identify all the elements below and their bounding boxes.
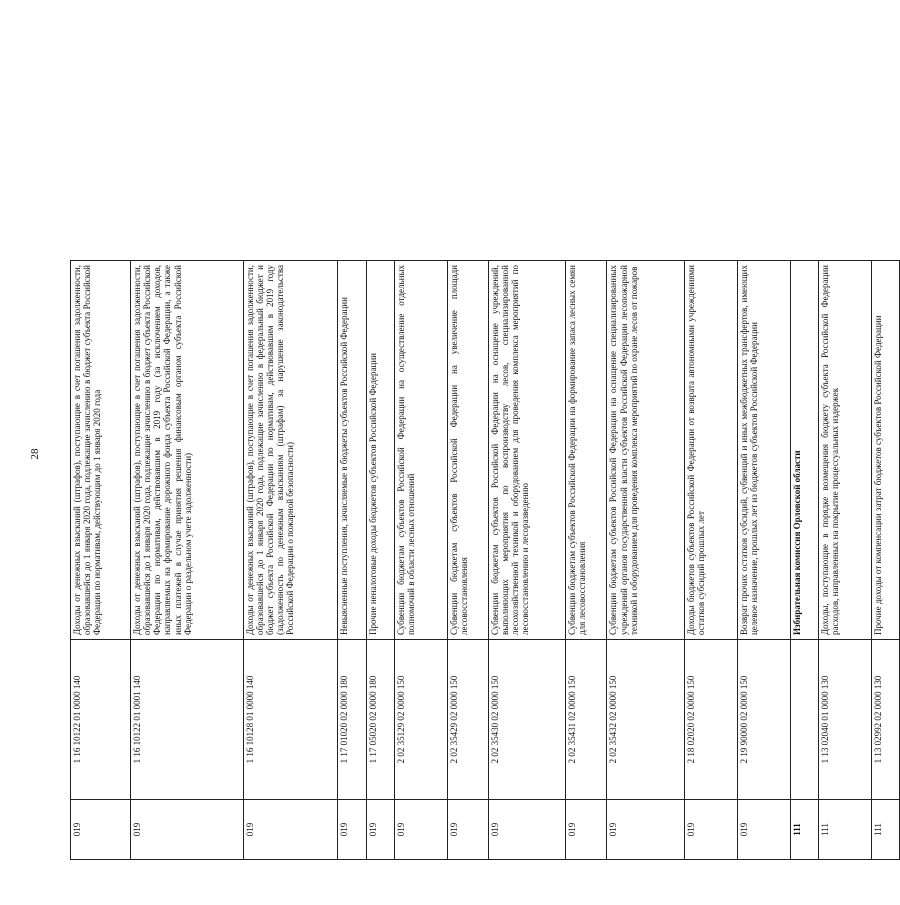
admin-code-cell: 019 <box>130 800 243 860</box>
admin-code-cell: 111 <box>871 800 899 860</box>
table-row <box>488 261 566 860</box>
revenue-code-cell: 2 02 35430 02 0000 150 <box>488 640 566 800</box>
description-cell: Доходы, поступающие в порядке возмещения бюджету субъекта Российской Федерации расходов, направленных на покрытие процессуальных издержек <box>818 261 871 640</box>
table-row <box>566 261 607 860</box>
table-row <box>243 261 338 860</box>
admin-code-cell: 111 <box>818 800 871 860</box>
revenue-code-cell: 1 16 10128 01 0000 140 <box>243 640 338 800</box>
admin-code-cell: 019 <box>684 800 737 860</box>
admin-code-cell: 019 <box>737 800 790 860</box>
admin-code-cell: 111 <box>790 800 818 860</box>
table-row <box>71 261 131 860</box>
description-cell: Прочие неналоговые доходы бюджетов субъектов Российской Федерации <box>366 261 394 640</box>
admin-code-cell: 019 <box>566 800 607 860</box>
revenue-code-cell: 1 13 02992 02 0000 130 <box>871 640 899 800</box>
revenue-code-cell: 2 02 35429 02 0000 150 <box>447 640 488 800</box>
admin-code-cell: 019 <box>394 800 447 860</box>
table-row <box>818 261 871 860</box>
description-cell: Невыясненные поступления, зачисляемые в бюджеты субъектов Российской Федерации <box>338 261 366 640</box>
description-cell: Доходы от денежных взысканий (штрафов), поступающие в счет погашения задолженности, образовавшейся до 1 января 2020 года, подлежащие зачислению в бюджет субъекта Российской Федерации по нормативам, действовавшим в 2019 году (за исключением доходов, направляемых на формирование дорожного фонда субъекта Российской Федерации, а также иных платежей в случае принятия решения финансовым органом субъекта Российской Федерации о раздельном учете задолженности) <box>130 261 243 640</box>
description-cell: Субвенции бюджетам субъектов Российской Федерации на увеличение площади лесовосстановления <box>447 261 488 640</box>
description-cell: Возврат прочих остатков субсидий, субвенций и иных межбюджетных трансфертов, имеющих целевое назначение, прошлых лет из бюджетов субъектов Российской Федерации <box>737 261 790 640</box>
revenue-code-cell: 1 17 01020 02 0000 180 <box>338 640 366 800</box>
page-number: 28 <box>29 448 41 460</box>
admin-code-cell: 019 <box>607 800 685 860</box>
table-row <box>790 261 818 860</box>
table-row <box>607 261 685 860</box>
table-row <box>737 261 790 860</box>
description-cell: Субвенции бюджетам субъектов Российской Федерации на оснащение специализированных учреждений органов государственной власти субъектов Российской Федерации лесопожарной техникой и оборудованием для проведения комплекса мероприятий по охране лесов от пожаров <box>607 261 685 640</box>
description-cell: Субвенции бюджетам субъектов Российской Федерации на осуществление отдельных полномочий в области лесных отношений <box>394 261 447 640</box>
revenue-code-cell <box>790 640 818 800</box>
description-cell: Доходы бюджетов субъектов Российской Федерации от возврата автономными учреждениями остатков субсидий прошлых лет <box>684 261 737 640</box>
table-row <box>338 261 366 860</box>
revenue-code-cell: 2 02 35432 02 0000 150 <box>607 640 685 800</box>
description-cell: Прочие доходы от компенсации затрат бюджетов субъектов Российской Федерации <box>871 261 899 640</box>
revenue-code-cell: 1 17 05020 02 0000 180 <box>366 640 394 800</box>
revenue-code-cell: 2 02 35431 02 0000 150 <box>566 640 607 800</box>
table-row <box>684 261 737 860</box>
revenue-codes-table <box>70 260 900 860</box>
revenue-code-cell: 2 02 35129 02 0000 150 <box>394 640 447 800</box>
revenue-code-cell: 2 18 02020 02 0000 150 <box>684 640 737 800</box>
revenue-code-cell: 1 16 10122 01 0000 140 <box>71 640 131 800</box>
admin-code-cell: 019 <box>366 800 394 860</box>
table-body <box>71 261 900 860</box>
description-cell: Субвенции бюджетам субъектов Российской Федерации на формирование запаса лесных семян для лесовосстановления <box>566 261 607 640</box>
admin-code-cell: 019 <box>338 800 366 860</box>
table-row <box>871 261 899 860</box>
admin-code-cell: 019 <box>243 800 338 860</box>
description-cell: Доходы от денежных взысканий (штрафов), поступающие в счет погашения задолженности, образовавшейся до 1 января 2020 года, подлежащие зачислению в бюджет субъекта Российской Федерации по нормативам, действующим до 1 января 2020 года <box>71 261 131 640</box>
revenue-code-cell: 2 19 90000 02 0000 150 <box>737 640 790 800</box>
description-cell: Субвенции бюджетам субъектов Российской Федерации на оснащение учреждений, выполняющих мероприятия по воспроизводству лесов, специализированной лесохозяйственной техникой и оборудованием для проведения комплекса мероприятий по лесовосстановлению и лесоразведению <box>488 261 566 640</box>
revenue-code-cell: 1 16 10122 01 0001 140 <box>130 640 243 800</box>
admin-code-cell: 019 <box>488 800 566 860</box>
table-row <box>130 261 243 860</box>
description-cell: Избирательная комиссия Орловской области <box>790 261 818 640</box>
table-row <box>447 261 488 860</box>
description-cell: Доходы от денежных взысканий (штрафов), поступающие в счет погашения задолженности, образовавшейся до 1 января 2020 года, подлежащие зачислению в федеральный бюджет и бюджет субъекта Российской Федерации по нормативам, действовавшим в 2019 году (задолженность по денежным взысканиям (штрафам) за нарушение законодательства Российской Федерации о пожарной безопасности) <box>243 261 338 640</box>
admin-code-cell: 019 <box>71 800 131 860</box>
revenue-code-cell: 1 13 02040 01 0000 130 <box>818 640 871 800</box>
table-row <box>394 261 447 860</box>
table-row <box>366 261 394 860</box>
admin-code-cell: 019 <box>447 800 488 860</box>
